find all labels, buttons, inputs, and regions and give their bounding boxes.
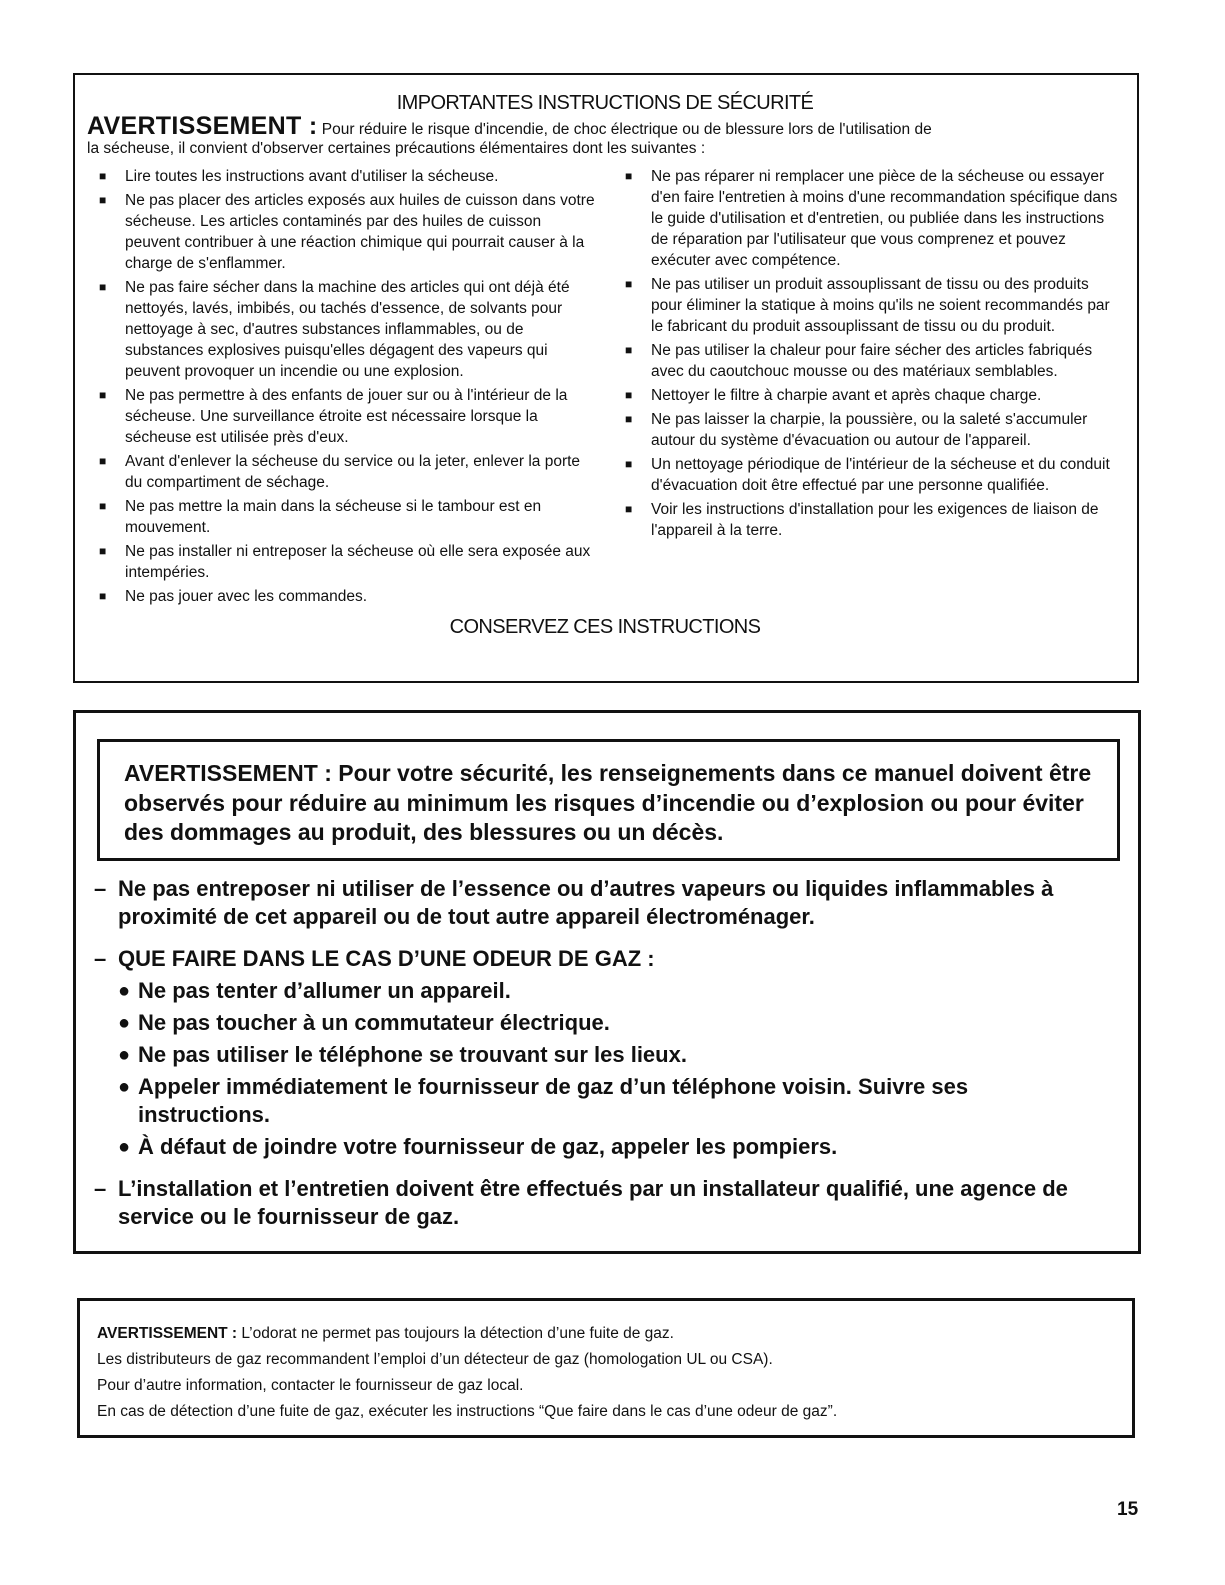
odor-line2: Les distributeurs de gaz recommandent l’emploi d’un détecteur de gaz (homologation UL ou CSA). [97, 1351, 773, 1368]
gas-bullet [94, 1009, 1124, 1037]
gas-bullet-text: Appeler immédiatement le fournisseur de gaz d’un téléphone voisin. Suivre ses instructions. [138, 1074, 969, 1127]
gas-bullet [94, 1041, 1124, 1069]
gas-bullet-text: Ne pas utiliser le téléphone se trouvant sur les lieux. [138, 1042, 687, 1067]
gas-bullet-text: Ne pas tenter d’allumer un appareil. [138, 978, 511, 1003]
list-item: ■ Ne pas utiliser la chaleur pour faire sécher des articles fabriqués avec du caoutchouc mousse ou des matériaux semblables. [613, 340, 1123, 382]
gas-item [94, 875, 1124, 931]
page-number: 15 [1117, 1499, 1139, 1520]
gas-bullet-text: Ne pas toucher à un commutateur électrique. [138, 1010, 610, 1035]
list-item: ■ Nettoyer le filtre à charpie avant et après chaque charge. [613, 385, 1123, 406]
gas-warning-list [94, 875, 1124, 1245]
list-item: ■ Ne pas mettre la main dans la sécheuse si le tambour est en mouvement. [87, 496, 597, 538]
gas-bullet [94, 977, 1124, 1005]
gas-odor-title: QUE FAIRE DANS LE CAS D’UNE ODEUR DE GAZ : [118, 946, 655, 971]
warning-label: AVERTISSEMENT : [87, 112, 318, 140]
safety-heading: IMPORTANTES INSTRUCTIONS DE SÉCURITÉ [396, 92, 814, 114]
dash-mark: – [94, 876, 107, 901]
odor-line3: Pour d’autre information, contacter le fournisseur de gaz local. [97, 1377, 524, 1394]
list-item: ■ Lire toutes les instructions avant d'utiliser la sécheuse. [87, 166, 597, 187]
gas-bullet [94, 1133, 1124, 1161]
safety-columns [87, 166, 1123, 610]
bullet-mark: ● [118, 1136, 131, 1158]
bullet-mark: ● [118, 1012, 131, 1034]
odor-line [97, 1321, 1132, 1347]
list-item: ■ Ne pas permettre à des enfants de jouer sur ou à l'intérieur de la sécheuse. Une surveillance étroite est nécessaire lorsque la sécheuse est utilisée près d'eux. [87, 385, 597, 448]
gas-item [94, 945, 1124, 973]
bullet-mark: ● [118, 980, 131, 1002]
safety-list-right [613, 166, 1123, 610]
gas-bullet [94, 1073, 1038, 1129]
odor-line4: En cas de détection d’une fuite de gaz, exécuter les instructions “Que faire dans le cas d’une odeur de gaz”. [97, 1403, 838, 1420]
list-item: ■ Ne pas réparer ni remplacer une pièce de la sécheuse ou essayer d'en faire l'entretien à moins d'une recommandation spécifique dans le guide d'utilisation et d'entretien, ou publiée dans les instructions de réparation par l'utilisateur que vous comprenez et pouvez exécuter avec compétence. [613, 166, 1123, 271]
odor-warning-label: AVERTISSEMENT : [97, 1325, 238, 1342]
warning-text-line2: la sécheuse, il convient d'observer certaines précautions élémentaires dont les suivantes : [87, 140, 706, 157]
list-item: ■ Ne pas laisser la charpie, la poussière, ou la saleté s'accumuler autour du système d'évacuation ou autour de l'appareil. [613, 409, 1123, 451]
safety-list-left [87, 166, 597, 610]
list-item: ■ Ne pas jouer avec les commandes. [87, 586, 597, 607]
bullet-mark: ● [118, 1044, 131, 1066]
list-item: ■ Ne pas placer des articles exposés aux huiles de cuisson dans votre sécheuse. Les articles contaminés par des huiles de cuisson peuvent contribuer à une réaction chimique qui pourrait causer à la charge de s'enflammer. [87, 190, 597, 274]
gas-warning-box [73, 710, 1141, 1254]
gas-item [94, 1175, 1124, 1231]
gas-item-text: L’installation et l’entretien doivent être effectués par un installateur qualifié, une agence de service ou le fournisseur de gaz. [118, 1176, 1068, 1229]
inner-warning: AVERTISSEMENT : Pour votre sécurité, les renseignements dans ce manuel doivent être observés pour réduire au minimum les risques d’incendie ou d’explosion ou pour éviter des dommages au produit, des blessures ou un décès. [97, 739, 1120, 861]
gas-odor-box [77, 1298, 1135, 1438]
list-item: ■ Un nettoyage périodique de l'intérieur de la sécheuse et du conduit d'évacuation doit être effectué par une personne qualifiée. [613, 454, 1123, 496]
dash-mark: – [94, 946, 107, 971]
list-item: ■ Voir les instructions d'installation pour les exigences de liaison de l'appareil à la terre. [613, 499, 1123, 541]
list-item: ■ Ne pas installer ni entreposer la sécheuse où elle sera exposée aux intempéries. [87, 541, 597, 583]
gas-bullet-text: À défaut de joindre votre fournisseur de gaz, appeler les pompiers. [138, 1134, 838, 1159]
list-item: ■ Ne pas utiliser un produit assouplissant de tissu ou des produits pour éliminer la statique à moins qu'ils ne soient recommandés par le fabricant du produit assouplissant de tissu ou du produit. [613, 274, 1123, 337]
list-item: ■ Ne pas faire sécher dans la machine des articles qui ont déjà été nettoyés, lavés, imbibés, ou tachés d'essence, de solvants pour nettoyage à sec, d'autres substances inflammables, ou de substances explosives puisqu'elles dégagent des vapeurs qui peuvent provoquer un incendie ou une explosion. [87, 277, 597, 382]
safety-instructions-box [73, 73, 1139, 683]
dash-mark: – [94, 1176, 107, 1201]
list-item: ■ Avant d'enlever la sécheuse du service ou la jeter, enlever la porte du compartiment de séchage. [87, 451, 597, 493]
save-instructions-footer: CONSERVEZ CES INSTRUCTIONS [449, 616, 761, 638]
odor-line1: L’odorat ne permet pas toujours la détection d’une fuite de gaz. [241, 1325, 674, 1342]
warning-text-line1: Pour réduire le risque d'incendie, de choc électrique ou de blessure lors de l'utilisation de [321, 121, 932, 138]
safety-intro [87, 112, 1123, 158]
gas-item-text: Ne pas entreposer ni utiliser de l’essence ou d’autres vapeurs ou liquides inflammables à proximité de cet appareil ou de tout autre appareil électroménager. [118, 876, 1054, 929]
bullet-mark: ● [118, 1076, 131, 1098]
